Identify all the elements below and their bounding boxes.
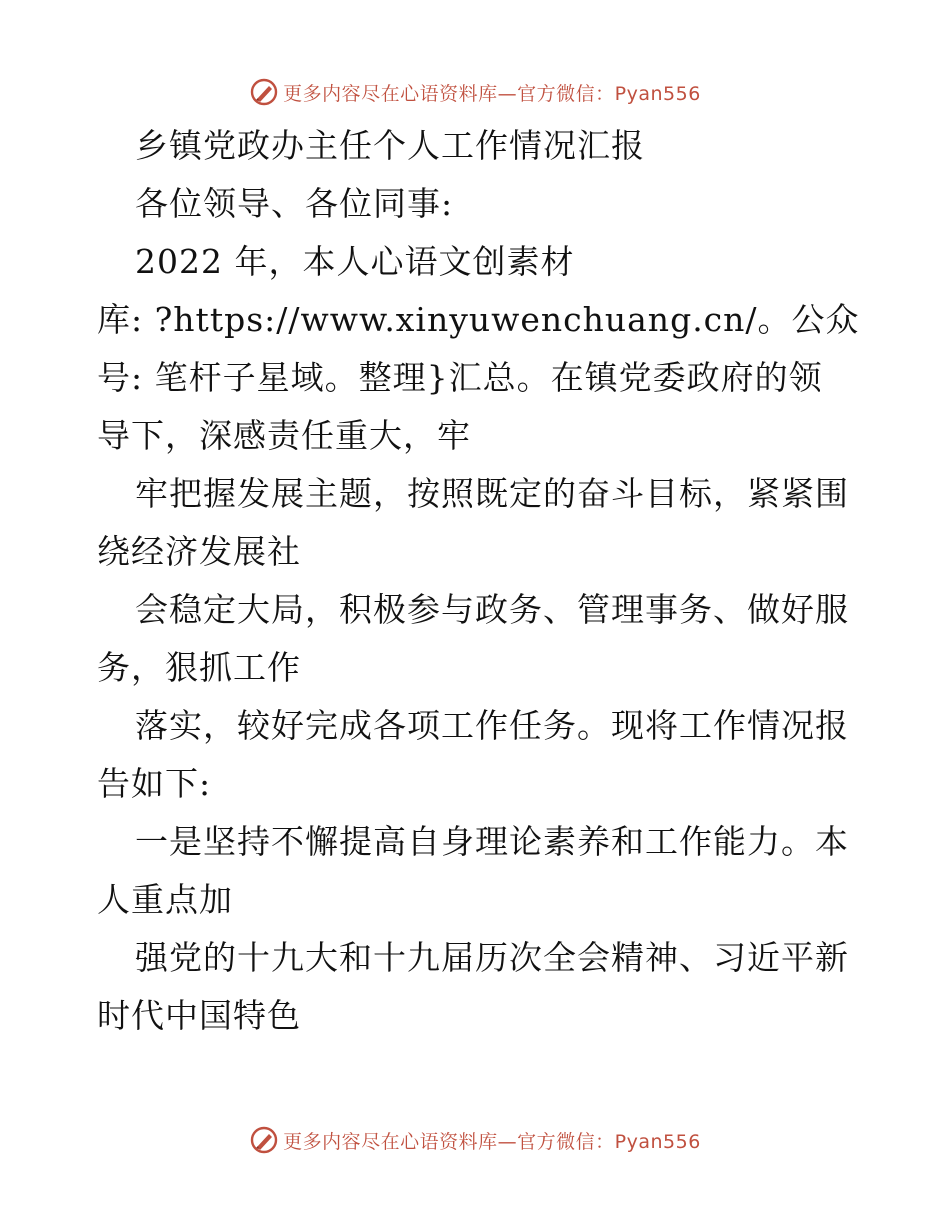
paragraph-line: 库: ?https://www.xinyuwenchuang.cn/。公众 — [97, 300, 860, 339]
paragraph-line: 绕经济发展社 — [97, 532, 301, 571]
paragraph-line: 人重点加 — [97, 880, 233, 919]
paragraph-line: 牢把握发展主题，按照既定的奋斗目标，紧紧围 — [135, 474, 849, 513]
paragraph-line: 强党的十九大和十九届历次全会精神、习近平新 — [135, 938, 849, 977]
paragraph-line: 务，狠抓工作 — [97, 648, 301, 687]
paragraph-line: 告如下: — [97, 764, 212, 803]
banner-text: 更多内容尽在心语资料库—官方微信：Pyan556 — [283, 1130, 701, 1153]
banner-text: 更多内容尽在心语资料库—官方微信：Pyan556 — [283, 82, 701, 105]
header-banner — [0, 72, 950, 112]
paragraph-line: 落实，较好完成各项工作任务。现将工作情况报 — [135, 706, 849, 745]
salutation: 各位领导、各位同事: — [135, 184, 454, 223]
pen-logo-icon — [249, 77, 279, 107]
document-title: 乡镇党政办主任个人工作情况汇报 — [135, 126, 645, 165]
paragraph-line: 2022 年，本人心语文创素材 — [135, 242, 575, 281]
pen-logo-icon — [249, 1125, 279, 1155]
paragraph-line: 导下，深感责任重大，牢 — [97, 416, 471, 455]
paragraph-line: 会稳定大局，积极参与政务、管理事务、做好服 — [135, 590, 849, 629]
paragraph-line: 一是坚持不懈提高自身理论素养和工作能力。本 — [135, 822, 849, 861]
footer-banner — [0, 1120, 950, 1160]
paragraph-line: 时代中国特色 — [97, 996, 301, 1035]
paragraph-line: 号: 笔杆子星域。整理}汇总。在镇党委政府的领 — [97, 358, 823, 397]
